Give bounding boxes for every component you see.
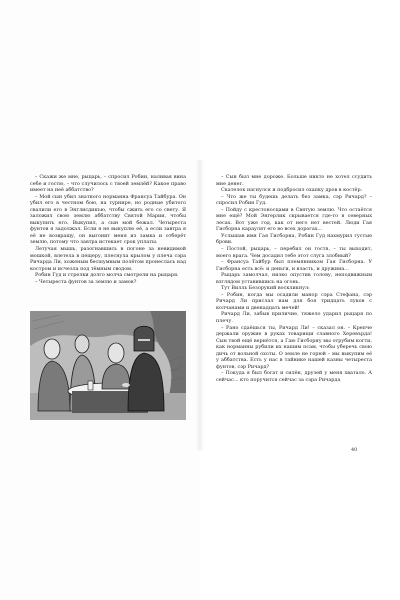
paragraph: – Постой, рыцарь, – перебил он гостя, – ты выходит, моего врага. Чем досадил тебе этот слуга злобный? — [216, 246, 372, 259]
paragraph: – Покуда я был богат и силён, друзей у меня хватало. А сейчас... кто поручится сейчас за сэра Ричарда — [216, 370, 372, 383]
paragraph: Ричард Ли, забыв приличие, тяжело ударил рыцаря по плечу. — [216, 311, 372, 325]
paragraph: – Что же ты будешь делать без замка, сэр Ричард? – спросил Робин Гуд. — [216, 193, 372, 207]
paragraph: Робин Гуд и стрелки долго молча смотрели на рыцаря. — [35, 272, 179, 279]
paragraph: – Пойду с крестоносцами в Святую землю. Что остаётся мне ещё? Мой Энгерлик скрывается где-то в северных лесах. Вот уже год, как от него нет вестей. Люди Гая Гисборна караулят его во всех дорогах... — [216, 206, 372, 233]
illustration-drawing — [30, 311, 186, 420]
paragraph: Услышав имя Гая Гисборна, Робин Гуд нахмурил густые брови. — [216, 232, 372, 246]
right-column — [216, 174, 372, 384]
paragraph: Тут Вилль Безорукий воскликнул: — [221, 285, 310, 292]
page-number: 40 — [351, 447, 358, 453]
paragraph: Рыцарь замолчал, низко опустив голову, неподвижным взглядом уставившись на огонь. — [216, 272, 372, 285]
paragraph: – Сын был мне дороже. Больше никто не хотел ссудить мне денег. — [216, 174, 372, 187]
paragraph: Летучая мышь, разогнавшись в погоне за невидимой мошкой, влетела в пещеру, плеснула крылом у плеча сэра Ричарда Ли, хоженым бесшумным полётом пронеслась над костром и исчезла под тёмным сводом. — [30, 246, 186, 272]
book-gutter — [196, 160, 204, 450]
paragraph: – Робин, когда мы осадили манор сэра Стефана, сэр Ричард Ли прислал нам для боя тридцать луков с колчанами и двенадцать мечей! — [216, 291, 372, 311]
left-column — [30, 174, 186, 285]
paragraph: – Франсуа Тайбур был племянником Гая Гисборна. У Гисборна есть всё: и деньги, и власть, и дружина... — [216, 259, 372, 272]
illustration-robin-hood-and-knight — [30, 311, 186, 420]
paragraph: – Четыреста фунтов за землю и замок? — [35, 278, 137, 285]
paragraph: – Скажи же мне, рыцарь, – спросил Робин, наливая вина себе и гостю, – что случилось с твоей землёй? Какое право имеет на неё аббатство? — [30, 174, 186, 194]
paragraph: Скателок нагнулся и подбросил охапку дров в костёр. — [221, 187, 363, 194]
paragraph: – Мой сын убил знатного норманна Франсуа Тайбура. Он убил его в честном бою, на турнире, но родные убитого свалили его в Энглисдикъю, чтобы сжить его со свету. Я заложил свою землю аббатству Святой Марии, чтобы выкупить его. Выкупил, а сын мой бежал. Четыреста фунтов я задолжал. Если я не выкуплю её, а если завтра я её не возвращу, он выгонит меня из замка и отберёт землю, потому что завтра истекает срок уплаты. — [30, 193, 186, 246]
paragraph: – Рано сдаёшься ты, Ричард Ли! – сказал он. – Крепче держали оружие в руках товарищи славного Херевърда! Сын твой ещё вернётся, а Гаю Гисборну мы отрубим когти, как норманны рубили их нашим псам, чтобы уберечь свою дичь от вольной охоты. О земле не горюй – мы выкупим её у аббатства. Есть у нас в тайнике нашей казны четыреста фунтов, сэр Ричард? — [216, 324, 372, 370]
